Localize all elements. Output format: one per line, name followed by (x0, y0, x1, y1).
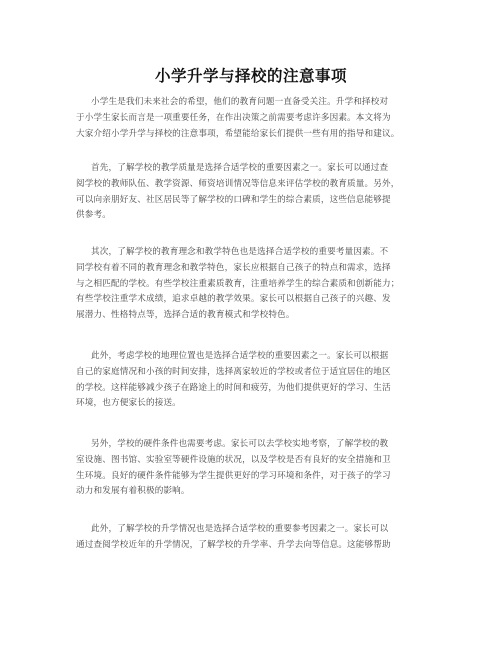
text-line: 阅学校的教师队伍、教学资源、师资培训情况等信息来评估学校的教育质量。另外， (76, 178, 400, 189)
text-line: 生环境。良好的硬件条件能够为学生提供更好的学习环境和条件，对于孩子的学习 (76, 470, 391, 481)
text-line: 大家介绍小学升学与择校的注意事项，希望能给家长们提供一些有用的指导和建议。 (76, 128, 400, 139)
text-line: 此外，了解学校的升学情况也是选择合适学校的重要参考因素之一。家长可以 (91, 524, 389, 534)
paragraph-facilities (76, 437, 438, 500)
text-line: 可以向亲朋好友、社区居民等了解学校的口碑和学生的综合素质，这些信息能够提 (76, 194, 391, 205)
text-line: 与之相匹配的学校。有些学校注重素质教育，注重培养学生的综合素质和创新能力； (76, 278, 400, 289)
paragraph-location (76, 349, 438, 412)
text-line: 供参考。 (76, 210, 111, 221)
text-line: 同学校有着不同的教育理念和教学特色，家长应根据自己孩子的特点和需求，选择 (76, 262, 391, 273)
paragraph-intro (76, 95, 438, 142)
text-line: 的学校。这样能够减少孩子在路途上的时间和疲劳，为他们提供更好的学习、生活 (76, 382, 391, 393)
paragraph-teaching-quality (76, 161, 438, 224)
paragraph-admission-record (76, 522, 438, 554)
text-line: 展潜力、性格特点等，选择合适的教育模式和学校特色。 (76, 310, 295, 321)
paragraph-educational-philosophy (76, 245, 438, 324)
text-line: 通过查阅学校近年的升学情况，了解学校的升学率、升学去向等信息。这能够帮助 (76, 539, 391, 550)
text-line: 小学生是我们未来社会的希望，他们的教育问题一直备受关注。升学和择校对 (91, 97, 389, 107)
text-line: 另外，学校的硬件条件也需要考虑。家长可以去学校实地考察，了解学校的教 (91, 439, 389, 449)
document-title: 小学升学与择校的注意事项 (154, 67, 347, 85)
text-line: 于小学生家长而言是一项重要任务，在作出决策之前需要考虑许多因素。本文将为 (76, 112, 391, 123)
text-line: 自己的家庭情况和小孩的时间安排，选择离家较近的学校或者位于适宜居住的地区 (76, 366, 391, 377)
text-line: 此外，考虑学校的地理位置也是选择合适学校的重要因素之一。家长可以根据 (91, 351, 389, 361)
text-line: 环境，也方便家长的接送。 (76, 398, 181, 409)
text-line: 有些学校注重学术成绩，追求卓越的教学效果。家长可以根据自己孩子的兴趣、发 (76, 294, 391, 305)
text-line: 其次，了解学校的教育理念和教学特色也是选择合适学校的重要考量因素。不 (91, 247, 389, 257)
text-line: 动力和发展有着积极的影响。 (76, 486, 190, 497)
text-line: 首先，了解学校的教学质量是选择合适学校的重要因素之一。家长可以通过查 (91, 163, 389, 173)
text-line: 室设施、图书馆、实验室等硬件设施的状况，以及学校是否有良好的安全措施和卫 (76, 454, 391, 465)
